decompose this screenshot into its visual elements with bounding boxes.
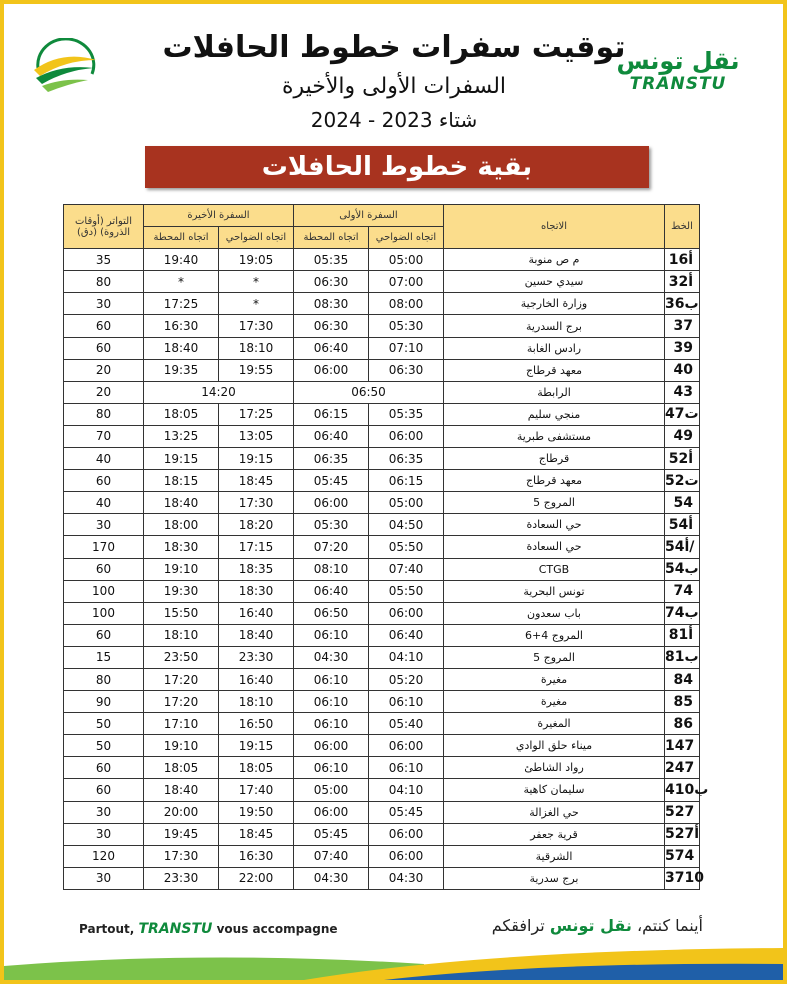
cell-last-to-station: 16:30 — [144, 315, 219, 337]
cell-direction: حي الغزالة — [444, 801, 665, 823]
cell-last-to-suburbs: 17:30 — [219, 315, 294, 337]
cell-first-to-station: 06:40 — [294, 425, 369, 447]
cell-first-to-suburbs: 05:40 — [369, 713, 444, 735]
cell-last-to-station: 18:05 — [144, 757, 219, 779]
cell-line: 410ب — [665, 779, 700, 801]
cell-first-to-station: 06:10 — [294, 757, 369, 779]
cell-last-to-suburbs: 19:05 — [219, 249, 294, 271]
cell-last-to-suburbs: 22:00 — [219, 867, 294, 889]
cell-first-to-station: 06:00 — [294, 735, 369, 757]
cell-first-to-suburbs: 06:00 — [369, 425, 444, 447]
cell-last-to-suburbs: 19:15 — [219, 448, 294, 470]
cell-first-to-suburbs: 07:00 — [369, 271, 444, 293]
cell-first-to-station: 05:30 — [294, 514, 369, 536]
header-first-trip: السفرة الأولى — [294, 205, 444, 227]
cell-line: 86 — [665, 713, 700, 735]
cell-direction: المغيرة — [444, 713, 665, 735]
table-row — [64, 514, 700, 536]
cell-last-to-station: 17:10 — [144, 713, 219, 735]
cell-frequency: 100 — [64, 602, 144, 624]
cell-first-to-station: 06:50 — [294, 602, 369, 624]
cell-first-to-suburbs: 06:40 — [369, 624, 444, 646]
cell-first-to-station: 06:10 — [294, 624, 369, 646]
cell-first-to-suburbs: 05:45 — [369, 801, 444, 823]
table-row — [64, 381, 700, 403]
slogan-ar-suffix: ترافقكم — [491, 916, 545, 935]
cell-last-to-suburbs: 17:40 — [219, 779, 294, 801]
table-row — [64, 867, 700, 889]
cell-last-to-suburbs: 18:10 — [219, 337, 294, 359]
cell-line: 36ب — [665, 293, 700, 315]
cell-line: 40 — [665, 359, 700, 381]
header-first-to-station: اتجاه المحطة — [294, 227, 369, 249]
cell-line: 74ب — [665, 602, 700, 624]
cell-frequency: 30 — [64, 801, 144, 823]
cell-last-to-suburbs: 18:10 — [219, 691, 294, 713]
table-row — [64, 646, 700, 668]
cell-last-to-suburbs: 19:55 — [219, 359, 294, 381]
cell-first-to-suburbs: 05:00 — [369, 492, 444, 514]
cell-first-to-station: 07:40 — [294, 845, 369, 867]
cell-first-to-station: 06:00 — [294, 492, 369, 514]
cell-direction: حي السعادة — [444, 514, 665, 536]
page-subtitle: السفرات الأولى والأخيرة — [281, 74, 507, 99]
cell-line: 49 — [665, 425, 700, 447]
cell-last-to-station: 18:40 — [144, 779, 219, 801]
page-title: توقيت سفرات خطوط الحافلات — [162, 30, 626, 65]
cell-frequency: 30 — [64, 293, 144, 315]
cell-first-to-suburbs: 05:50 — [369, 580, 444, 602]
cell-frequency: 80 — [64, 271, 144, 293]
cell-frequency: 35 — [64, 249, 144, 271]
cell-first-to-station: 08:10 — [294, 558, 369, 580]
table-row — [64, 668, 700, 690]
table-row — [64, 713, 700, 735]
cell-last-to-suburbs: 16:40 — [219, 668, 294, 690]
cell-last-to-suburbs: 16:40 — [219, 602, 294, 624]
cell-first-to-station: 06:00 — [294, 801, 369, 823]
cell-frequency: 80 — [64, 403, 144, 425]
cell-frequency: 80 — [64, 668, 144, 690]
table-row — [64, 691, 700, 713]
cell-line: 43 — [665, 381, 700, 403]
cell-direction: قرطاج — [444, 448, 665, 470]
cell-frequency: 70 — [64, 425, 144, 447]
cell-last-to-suburbs: 18:40 — [219, 624, 294, 646]
cell-first-to-station: 08:30 — [294, 293, 369, 315]
cell-first-to-suburbs: 06:00 — [369, 845, 444, 867]
cell-line: 54أ/ — [665, 536, 700, 558]
cell-first-to-suburbs: 04:10 — [369, 646, 444, 668]
header-last-to-station: اتجاه المحطة — [144, 227, 219, 249]
cell-frequency: 40 — [64, 448, 144, 470]
cell-first-to-station: 05:35 — [294, 249, 369, 271]
cell-direction: معهد قرطاج — [444, 470, 665, 492]
cell-line: 32أ — [665, 271, 700, 293]
cell-line: 247 — [665, 757, 700, 779]
cell-first-to-suburbs: 06:00 — [369, 602, 444, 624]
cell-line: 527أ — [665, 823, 700, 845]
cell-line: 52أ — [665, 448, 700, 470]
cell-direction: المروج 5 — [444, 646, 665, 668]
cell-last-to-suburbs: 19:15 — [219, 735, 294, 757]
cell-line: 54 — [665, 492, 700, 514]
cell-frequency: 60 — [64, 315, 144, 337]
cell-last-to-suburbs: 17:15 — [219, 536, 294, 558]
cell-first-to-station: 06:10 — [294, 691, 369, 713]
footer-color-band — [4, 944, 783, 980]
cell-frequency: 60 — [64, 337, 144, 359]
cell-last-to-suburbs: 16:30 — [219, 845, 294, 867]
cell-first-to-station: 07:20 — [294, 536, 369, 558]
cell-first-to-station: 06:00 — [294, 359, 369, 381]
cell-direction: برج السدرية — [444, 315, 665, 337]
cell-first-to-station: 06:40 — [294, 580, 369, 602]
cell-direction: مغيرة — [444, 691, 665, 713]
cell-direction: معهد قرطاج — [444, 359, 665, 381]
table-row — [64, 823, 700, 845]
cell-last-to-suburbs: 16:50 — [219, 713, 294, 735]
cell-last-to-suburbs: 19:50 — [219, 801, 294, 823]
cell-first-to-suburbs: 07:10 — [369, 337, 444, 359]
cell-last-to-suburbs: * — [219, 293, 294, 315]
cell-last-to-station: 13:25 — [144, 425, 219, 447]
cell-first-to-station: 05:45 — [294, 470, 369, 492]
cell-frequency: 60 — [64, 470, 144, 492]
cell-direction: منجي سليم — [444, 403, 665, 425]
cell-frequency: 30 — [64, 514, 144, 536]
cell-line: 54أ — [665, 514, 700, 536]
header-last-trip: السفرة الأخيرة — [144, 205, 294, 227]
cell-line: 85 — [665, 691, 700, 713]
cell-frequency: 15 — [64, 646, 144, 668]
brand-arabic: نقل تونس — [616, 47, 740, 75]
cell-last-to-station: 18:00 — [144, 514, 219, 536]
cell-first-to-suburbs: 06:00 — [369, 735, 444, 757]
table-row — [64, 337, 700, 359]
cell-direction: سليمان كاهية — [444, 779, 665, 801]
table-row — [64, 735, 700, 757]
cell-last-to-station: 19:10 — [144, 558, 219, 580]
slogan-fr-suffix: vous accompagne — [216, 922, 338, 936]
cell-direction: الرابطة — [444, 381, 665, 403]
cell-first-to-suburbs: 05:20 — [369, 668, 444, 690]
cell-frequency: 170 — [64, 536, 144, 558]
cell-first-to-station: 05:45 — [294, 823, 369, 845]
cell-last-to-station: 19:45 — [144, 823, 219, 845]
cell-line: 37 — [665, 315, 700, 337]
cell-last-to-suburbs: 18:45 — [219, 470, 294, 492]
cell-first-to-suburbs: 04:50 — [369, 514, 444, 536]
table-row — [64, 470, 700, 492]
header-frequency: التواتر (أوقات الذروة) (دق) — [64, 205, 144, 249]
cell-line: 147 — [665, 735, 700, 757]
cell-direction: تونس البحرية — [444, 580, 665, 602]
cell-first-to-suburbs: 06:15 — [369, 470, 444, 492]
cell-first-to-station: 04:30 — [294, 646, 369, 668]
cell-last-to-suburbs: 13:05 — [219, 425, 294, 447]
cell-first-to-station: 06:10 — [294, 668, 369, 690]
cell-last-to-station: 17:20 — [144, 668, 219, 690]
cell-line: 3710 — [665, 867, 700, 889]
cell-first-to-station: 06:30 — [294, 315, 369, 337]
cell-first-to-station: 06:10 — [294, 713, 369, 735]
cell-first-to-suburbs: 06:10 — [369, 757, 444, 779]
slogan-fr-brand: TRANSTU — [138, 921, 213, 937]
cell-direction: باب سعدون — [444, 602, 665, 624]
table-row — [64, 801, 700, 823]
cell-first-to-suburbs: 07:40 — [369, 558, 444, 580]
cell-last-trip: 14:20 — [144, 381, 294, 403]
cell-frequency: 50 — [64, 713, 144, 735]
cell-frequency: 20 — [64, 381, 144, 403]
cell-frequency: 100 — [64, 580, 144, 602]
cell-first-to-suburbs: 05:30 — [369, 315, 444, 337]
cell-frequency: 40 — [64, 492, 144, 514]
cell-line: 54ب — [665, 558, 700, 580]
cell-first-to-suburbs: 04:30 — [369, 867, 444, 889]
cell-last-to-suburbs: 18:05 — [219, 757, 294, 779]
cell-last-to-station: 18:40 — [144, 492, 219, 514]
cell-line: 84 — [665, 668, 700, 690]
cell-direction: رادس الغابة — [444, 337, 665, 359]
cell-last-to-station: 18:40 — [144, 337, 219, 359]
slogan-french — [79, 921, 338, 937]
cell-frequency: 60 — [64, 624, 144, 646]
cell-line: 52ت — [665, 470, 700, 492]
cell-line: 47ت — [665, 403, 700, 425]
table-row — [64, 403, 700, 425]
cell-frequency: 90 — [64, 691, 144, 713]
table-row — [64, 293, 700, 315]
timetable-body — [64, 249, 709, 890]
table-row — [64, 448, 700, 470]
brand-logo — [613, 48, 743, 94]
cell-first-trip: 06:50 — [294, 381, 444, 403]
table-row — [64, 602, 700, 624]
header-last-to-suburbs: اتجاه الضواحي — [219, 227, 294, 249]
slogan-ar-brand: نقل تونس — [549, 916, 632, 935]
cell-first-to-suburbs: 06:30 — [369, 359, 444, 381]
cell-first-to-suburbs: 06:35 — [369, 448, 444, 470]
cell-line: 74 — [665, 580, 700, 602]
cell-first-to-suburbs: 05:35 — [369, 403, 444, 425]
header-first-to-suburbs: اتجاه الضواحي — [369, 227, 444, 249]
cell-frequency: 50 — [64, 735, 144, 757]
cell-first-to-station: 06:35 — [294, 448, 369, 470]
cell-frequency: 120 — [64, 845, 144, 867]
cell-line: 81ب — [665, 646, 700, 668]
cell-direction: حي السعادة — [444, 536, 665, 558]
brand-latin: TRANSTU — [629, 74, 727, 94]
header-line: الخط — [665, 205, 700, 249]
cell-last-to-suburbs: 17:30 — [219, 492, 294, 514]
cell-line: 16أ — [665, 249, 700, 271]
timetable — [63, 204, 709, 890]
table-row — [64, 845, 700, 867]
cell-last-to-station: 19:30 — [144, 580, 219, 602]
table-row — [64, 425, 700, 447]
cell-last-to-station: 17:30 — [144, 845, 219, 867]
table-row — [64, 492, 700, 514]
cell-direction: م ص منوبة — [444, 249, 665, 271]
cell-direction: الشرقية — [444, 845, 665, 867]
table-row — [64, 271, 700, 293]
cell-last-to-station: 19:40 — [144, 249, 219, 271]
cell-last-to-station: 19:15 — [144, 448, 219, 470]
cell-last-to-station: 19:10 — [144, 735, 219, 757]
cell-frequency: 30 — [64, 867, 144, 889]
cell-first-to-suburbs: 05:00 — [369, 249, 444, 271]
cell-first-to-suburbs: 05:50 — [369, 536, 444, 558]
cell-last-to-station: 15:50 — [144, 602, 219, 624]
cell-first-to-suburbs: 04:10 — [369, 779, 444, 801]
cell-frequency: 60 — [64, 779, 144, 801]
cell-direction: سيدي حسين — [444, 271, 665, 293]
cell-frequency: 30 — [64, 823, 144, 845]
transtu-swoosh-logo — [32, 38, 98, 98]
cell-last-to-station: 17:20 — [144, 691, 219, 713]
cell-direction: CTGB — [444, 558, 665, 580]
cell-frequency: 60 — [64, 558, 144, 580]
table-row — [64, 779, 700, 801]
cell-first-to-station: 06:40 — [294, 337, 369, 359]
cell-first-to-suburbs: 06:00 — [369, 823, 444, 845]
cell-line: 39 — [665, 337, 700, 359]
cell-direction: برج سدرية — [444, 867, 665, 889]
cell-last-to-station: 18:15 — [144, 470, 219, 492]
cell-last-to-suburbs: 23:30 — [219, 646, 294, 668]
cell-last-to-station: 18:10 — [144, 624, 219, 646]
cell-line: 81أ — [665, 624, 700, 646]
table-row — [64, 580, 700, 602]
cell-first-to-station: 04:30 — [294, 867, 369, 889]
cell-last-to-suburbs: 18:30 — [219, 580, 294, 602]
table-row — [64, 249, 700, 271]
cell-direction: ميناء حلق الوادي — [444, 735, 665, 757]
cell-last-to-station: 20:00 — [144, 801, 219, 823]
cell-direction: قرية جعفر — [444, 823, 665, 845]
cell-frequency: 20 — [64, 359, 144, 381]
table-row — [64, 359, 700, 381]
cell-last-to-station: * — [144, 271, 219, 293]
cell-last-to-suburbs: * — [219, 271, 294, 293]
cell-direction: وزارة الخارجية — [444, 293, 665, 315]
cell-last-to-station: 18:30 — [144, 536, 219, 558]
cell-direction: مغيرة — [444, 668, 665, 690]
cell-first-to-suburbs: 08:00 — [369, 293, 444, 315]
cell-last-to-station: 23:50 — [144, 646, 219, 668]
cell-last-to-suburbs: 18:45 — [219, 823, 294, 845]
table-row — [64, 315, 700, 337]
slogan-fr-prefix: Partout, — [79, 922, 135, 936]
season-label: شتاء 2023 - 2024 — [310, 108, 478, 132]
cell-direction: المروج 4+6 — [444, 624, 665, 646]
slogan-ar-prefix: أينما كنتم، — [636, 916, 703, 935]
table-row — [64, 536, 700, 558]
header-direction: الاتجاه — [444, 205, 665, 249]
cell-line: 574 — [665, 845, 700, 867]
cell-frequency: 60 — [64, 757, 144, 779]
cell-last-to-suburbs: 17:25 — [219, 403, 294, 425]
cell-line: 527 — [665, 801, 700, 823]
cell-first-to-station: 06:30 — [294, 271, 369, 293]
cell-last-to-station: 17:25 — [144, 293, 219, 315]
cell-direction: مستشفى طبرية — [444, 425, 665, 447]
cell-direction: رواد الشاطئ — [444, 757, 665, 779]
slogan-arabic — [492, 916, 703, 935]
cell-first-to-suburbs: 06:10 — [369, 691, 444, 713]
cell-last-to-station: 18:05 — [144, 403, 219, 425]
section-banner: بقية خطوط الحافلات — [145, 146, 649, 188]
cell-last-to-suburbs: 18:35 — [219, 558, 294, 580]
cell-last-to-station: 23:30 — [144, 867, 219, 889]
table-row — [64, 558, 700, 580]
table-row — [64, 624, 700, 646]
cell-last-to-suburbs: 18:20 — [219, 514, 294, 536]
cell-direction: المروج 5 — [444, 492, 665, 514]
cell-first-to-station: 06:15 — [294, 403, 369, 425]
cell-first-to-station: 05:00 — [294, 779, 369, 801]
table-row — [64, 757, 700, 779]
cell-last-to-station: 19:35 — [144, 359, 219, 381]
